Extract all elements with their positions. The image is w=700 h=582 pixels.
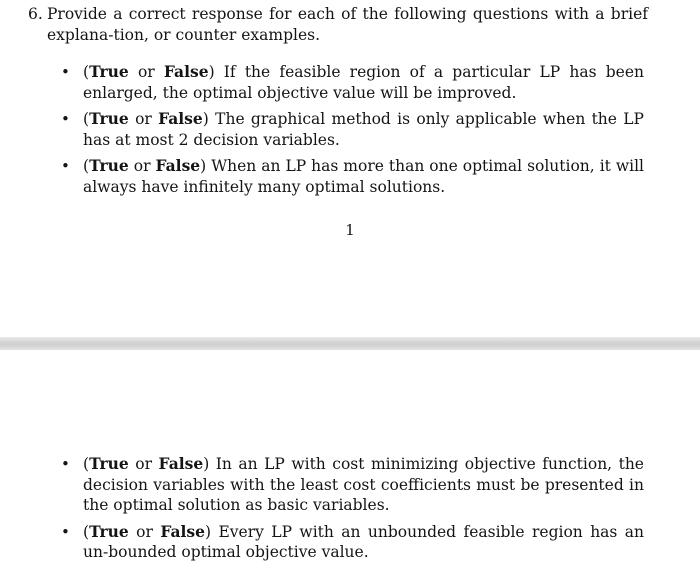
list-item: • (True or False) The graphical method is only applicable when the LP has at most 2 decision variables.: [61, 109, 644, 149]
bullet-icon: •: [61, 522, 70, 541]
statement-text: If the feasible region of a particular LP has been enlarged, the optimal objective value will be improved.: [83, 63, 644, 102]
statement-text: In an LP with cost minimizing objective function, the decision variables with the least cost coefficients must be presented in the optimal solution as basic variables.: [83, 455, 644, 514]
page-number: 1: [345, 221, 355, 239]
false-label: False: [158, 454, 204, 473]
bullet-icon: •: [61, 157, 70, 175]
list-item: • (True or False) Every LP with an unbounded feasible region has an un-bounded optimal objective value.: [61, 521, 644, 561]
question-number: 6.: [28, 5, 43, 23]
question-6: [28, 4, 648, 46]
statement-text: Every LP with an unbounded feasible region has an un-bounded optimal objective value.: [83, 522, 644, 561]
statement-list-bottom: [0, 454, 700, 569]
statement-text: When an LP has more than one optimal solution, it will always have infinitely many optimal solutions.: [83, 157, 644, 196]
statement-list-top: [0, 62, 700, 203]
page-separator: [0, 337, 700, 350]
page-bottom: [0, 350, 700, 582]
bullet-icon: •: [61, 63, 70, 81]
false-label: False: [160, 521, 206, 541]
false-label: False: [158, 109, 203, 128]
list-item: • (True or False) If the feasible region of a particular LP has been enlarged, the optimal objective value will be improved.: [61, 62, 644, 102]
question-prompt: Provide a correct response for each of the following questions with a brief explana-tion, or counter examples.: [47, 5, 648, 44]
true-label: True: [89, 521, 129, 541]
or-label: or: [128, 157, 156, 175]
bullet-icon: •: [61, 110, 70, 128]
or-label: or: [128, 63, 164, 81]
true-label: True: [89, 156, 129, 175]
false-label: False: [155, 156, 201, 175]
or-label: or: [128, 110, 159, 128]
list-item: • (True or False) In an LP with cost minimizing objective function, the decision variables with the least cost coefficients must be presented in the optimal solution as basic variables.: [61, 454, 644, 514]
false-label: False: [163, 62, 209, 81]
or-label: or: [128, 455, 159, 473]
bullet-icon: •: [61, 455, 70, 473]
statement-text: The graphical method is only applicable when the LP has at most 2 decision variables.: [83, 110, 644, 149]
true-label: True: [89, 454, 129, 473]
true-label: True: [89, 62, 129, 81]
list-item: • (True or False) When an LP has more than one optimal solution, it will always have infinitely many optimal solutions.: [61, 156, 644, 196]
or-label: or: [128, 522, 161, 541]
true-label: True: [89, 109, 129, 128]
